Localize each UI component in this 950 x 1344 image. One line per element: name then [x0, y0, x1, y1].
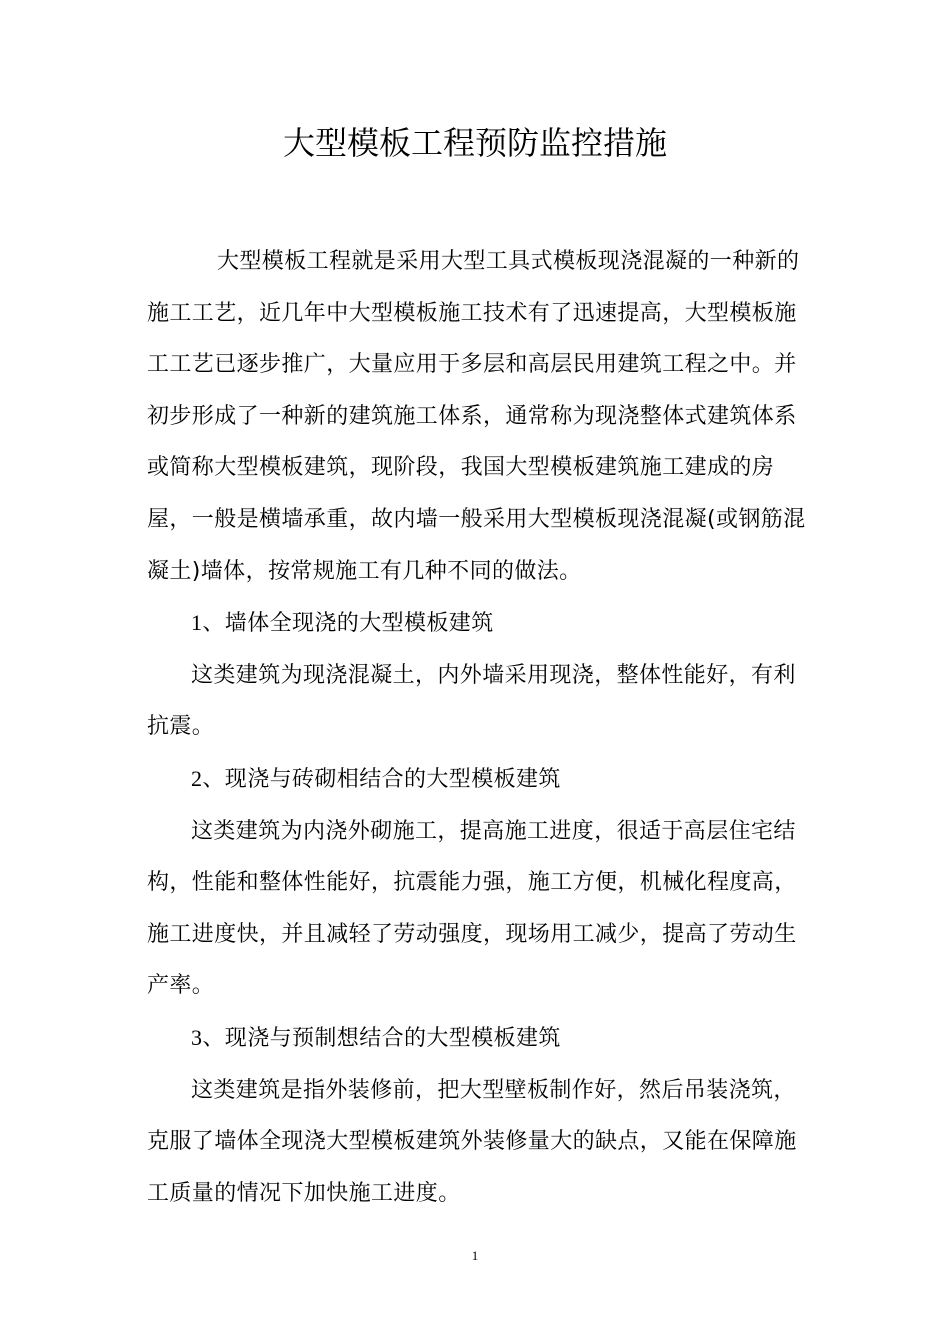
- intro-paragraph: 大型模板工程就是采用大型工具式模板现浇混凝的一种新的施工工艺，近几年中大型模板施工技术有了迅速提高，大型模板施工工艺已逐步推广，大量应用于多层和高层民用建筑工程之中。并初步形成了一种新的建筑施工体系，通常称为现浇整体式建筑体系或简称大型模板建筑，现阶段，我国大型模板建筑施工建成的房屋，一般是横墙承重，故内墙一般采用大型模板现浇混凝(或钢筋混凝土)墙体，按常规施工有几种不同的做法。: [147, 249, 806, 584]
- document-title: 大型模板工程预防监控措施: [282, 124, 667, 162]
- document-body: [147, 236, 807, 1219]
- section-heading-text-2: 、现浇与砖砌相结合的大型模板建筑: [202, 766, 561, 792]
- section-number-2: 2: [191, 765, 203, 791]
- page-number: 1: [471, 1248, 479, 1263]
- section-number-1: 1: [191, 610, 203, 636]
- section-heading-text-1: 、墙体全现浇的大型模板建筑: [202, 611, 494, 637]
- section-heading-text-3: 、现浇与预制想结合的大型模板建筑: [202, 1025, 561, 1051]
- section-paragraph-1: 这类建筑为现浇混凝土，内外墙采用现浇，整体性能好，有利抗震。: [147, 662, 796, 740]
- section-number-3: 3: [191, 1024, 203, 1050]
- section-heading-3: [147, 1012, 807, 1065]
- section-paragraph-2: 这类建筑为内浇外砌施工，提高施工进度，很适于高层住宅结构，性能和整体性能好，抗震能力强，施工方便，机械化程度高，施工进度快，并且减轻了劳动强度，现场用工减少，提高了劳动生产率。: [147, 818, 797, 999]
- section-paragraph-3: 这类建筑是指外装修前，把大型壁板制作好，然后吊装浇筑，克服了墙体全现浇大型模板建筑外装修量大的缺点，又能在保障施工质量的情况下加快施工进度。: [147, 1077, 797, 1206]
- section-heading-1: [147, 597, 807, 650]
- section-heading-2: [147, 753, 807, 806]
